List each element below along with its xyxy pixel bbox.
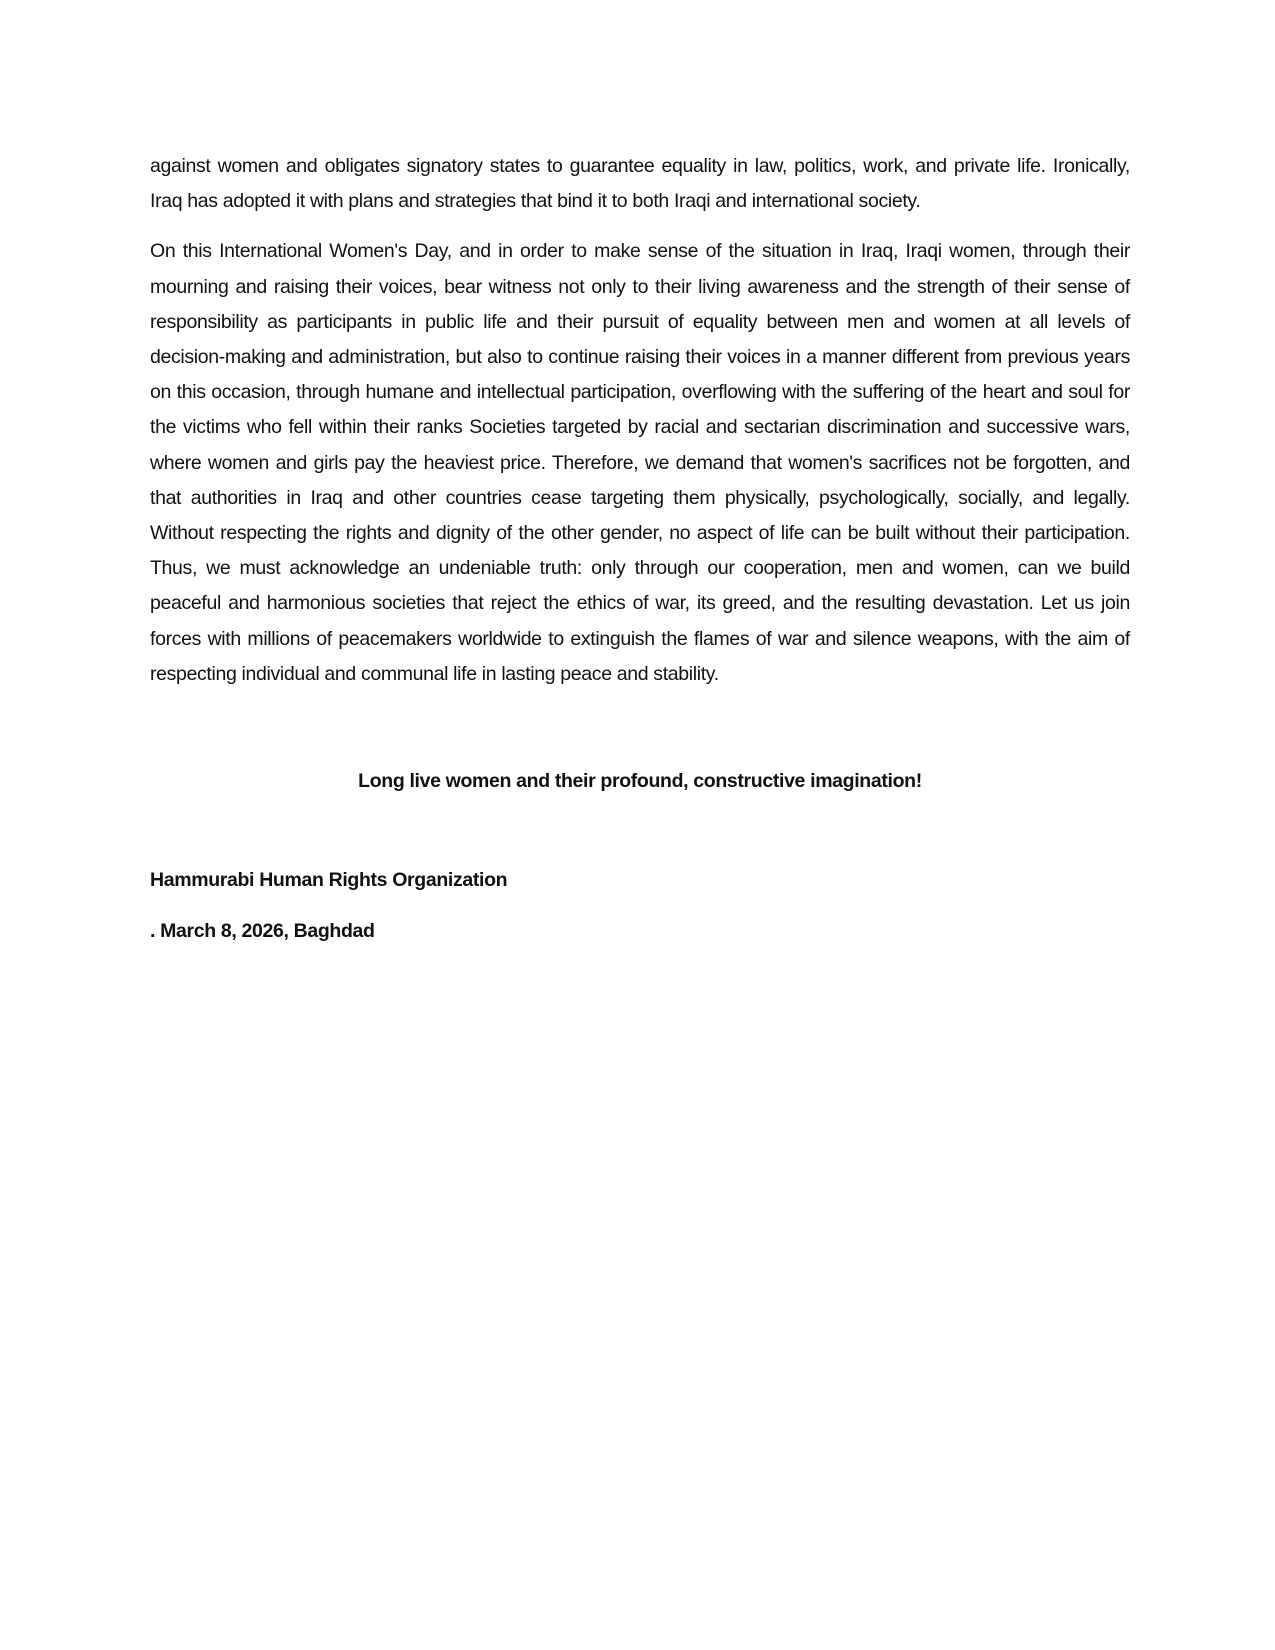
signature-organization: Hammurabi Human Rights Organization — [150, 869, 508, 892]
document-page — [150, 149, 1130, 949]
body-paragraph-2: On this International Women's Day, and in order to make sense of the situation in Iraq, Iraqi women, through their mourning and raising their voices, bear witness not only to their living awareness and the strength of their sense of responsibility as participants in public life and their pursuit of equality between men and women at all levels of decision-making and administration, but also to continue raising their voices in a manner different from previous years on this occasion, through humane and intellectual participation, overflowing with the suffering of the heart and soul for the victims who fell within their ranks Societies targeted by racial and sectarian discrimination and successive wars, where women and girls pay the heaviest price. Therefore, we demand that women's sacrifices not be forgotten, and that authorities in Iraq and other countries cease targeting them physically, psychologically, socially, and legally. Without respecting the rights and dignity of the other gender, no aspect of life can be built without their participation. Thus, we must acknowledge an undeniable truth: only through our cooperation, men and women, can we build peaceful and harmonious societies that reject the ethics of war, its greed, and the resulting devastation. Let us join forces with millions of peacemakers worldwide to extinguish the flames of war and silence weapons, with the aim of respecting individual and communal life in lasting peace and stability. — [150, 240, 1130, 685]
signature-date-place: . March 8, 2026, Baghdad — [150, 920, 375, 943]
body-paragraph-1: against women and obligates signatory states to guarantee equality in law, politics, work, and private life. Ironically, Iraq has adopted it with plans and strategies that bind it to both Iraqi and international society. — [150, 155, 1130, 213]
closing-slogan: Long live women and their profound, constructive imagination! — [358, 770, 922, 793]
